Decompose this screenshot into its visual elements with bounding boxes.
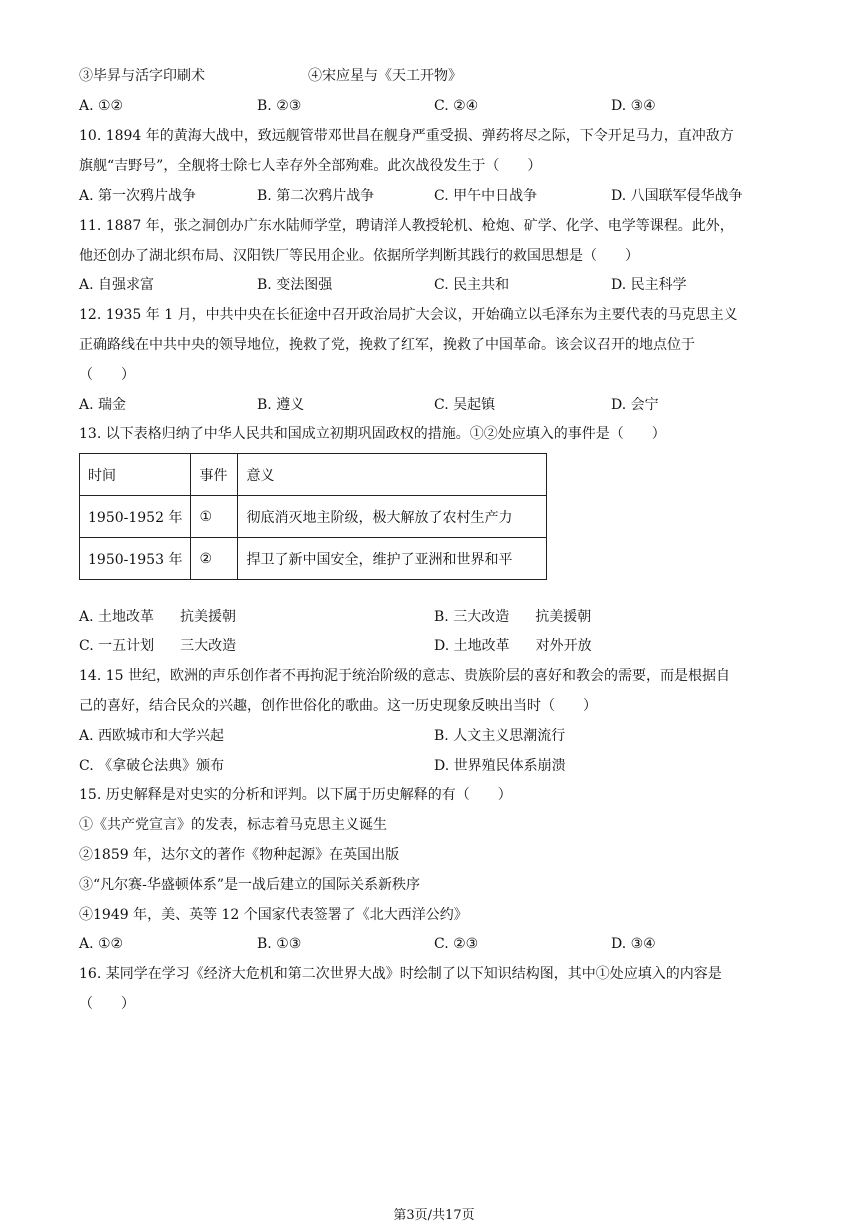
q13-table <box>79 453 547 580</box>
q15-option-d: D. ③④ <box>611 936 656 952</box>
q15-item-1: ①《共产党宣言》的发表，标志着马克思主义诞生 <box>79 817 387 833</box>
table-cell: 彻底消灭地主阶级，极大解放了农村生产力 <box>238 496 547 538</box>
q9-option-b: B. ②③ <box>257 98 302 114</box>
q12-stem-line-3: （ ） <box>79 367 135 383</box>
q11-option-c: C. 民主共和 <box>434 277 510 293</box>
q9-option-a: A. ①② <box>79 98 124 114</box>
q12-option-c: C. 吴起镇 <box>434 397 496 413</box>
table-row <box>80 496 547 538</box>
page-number-footer: 第3页/共17页 <box>393 1208 475 1223</box>
table-cell: ① <box>191 496 238 538</box>
q15-option-b: B. ①③ <box>257 936 302 952</box>
q14-option-d: D. 世界殖民体系崩溃 <box>434 758 566 774</box>
q15-option-c: C. ②③ <box>434 936 479 952</box>
q14-stem-line-1: 14. 15 世纪，欧洲的声乐创作者不再拘泥于统治阶级的意志、贵族阶层的喜好和教会的需要，而是根据自 <box>79 668 730 684</box>
option-label: A. 土地改革 <box>79 609 155 625</box>
q9-item-4: ④宋应星与《天工开物》 <box>308 68 462 84</box>
q15-item-3: ③“凡尔赛-华盛顿体系”是一战后建立的国际关系新秩序 <box>79 877 421 893</box>
option-extra: 抗美援朝 <box>535 609 592 625</box>
q10-option-c: C. 甲午中日战争 <box>434 188 538 204</box>
table-header-cell: 时间 <box>80 454 191 496</box>
q12-stem-line-2: 正确路线在中共中央的领导地位，挽救了党，挽救了红军，挽救了中国革命。该会议召开的地点位于 <box>79 337 695 353</box>
q13-option-a <box>79 607 236 627</box>
q10-option-a: A. 第一次鸦片战争 <box>79 188 197 204</box>
option-label: C. 一五计划 <box>79 638 155 654</box>
option-label: B. 三大改造 <box>434 609 510 625</box>
q14-stem-line-2: 己的喜好，结合民众的兴趣，创作世俗化的歌曲。这一历史现象反映出当时（ ） <box>79 698 597 714</box>
q15-item-2: ②1859 年，达尔文的著作《物种起源》在英国出版 <box>79 847 400 863</box>
q12-option-d: D. 会宁 <box>611 397 659 413</box>
q11-stem-line-1: 11. 1887 年，张之洞创办广东水陆师学堂，聘请洋人教授轮机、枪炮、矿学、化学、电学等课程。此外， <box>79 218 734 234</box>
table-header-row <box>80 454 547 496</box>
q11-stem-line-2: 他还创办了湖北织布局、汉阳铁厂等民用企业。依据所学判断其践行的救国思想是（ ） <box>79 248 639 264</box>
q16-stem-line-1: 16. 某同学在学习《经济大危机和第二次世界大战》时绘制了以下知识结构图，其中①处应填入的内容是 <box>79 966 722 982</box>
option-extra: 三大改造 <box>180 638 237 654</box>
q15-item-4: ④1949 年，美、英等 12 个国家代表签署了《北大西洋公约》 <box>79 907 468 923</box>
table-header-cell: 事件 <box>191 454 238 496</box>
q10-stem-line-1: 10. 1894 年的黄海大战中，致远舰管带邓世昌在舰身严重受损、弹药将尽之际，下令开足马力，直冲敌方 <box>79 128 734 144</box>
q13-option-d <box>434 636 592 656</box>
table-cell: 1950-1952 年 <box>80 496 191 538</box>
q10-option-b: B. 第二次鸦片战争 <box>257 188 375 204</box>
table-row <box>80 538 547 580</box>
q11-option-d: D. 民主科学 <box>611 277 687 293</box>
q15-stem: 15. 历史解释是对史实的分析和评判。以下属于历史解释的有（ ） <box>79 787 512 803</box>
table-cell: 1950-1953 年 <box>80 538 191 580</box>
option-label: D. 土地改革 <box>434 638 510 654</box>
q16-stem-line-2: （ ） <box>79 996 135 1012</box>
q13-option-c <box>79 636 236 656</box>
q13-option-b <box>434 607 591 627</box>
table-header-cell: 意义 <box>238 454 547 496</box>
q10-option-d: D. 八国联军侵华战争 <box>611 188 743 204</box>
q9-option-d: D. ③④ <box>611 98 656 114</box>
q10-stem-line-2: 旗舰“吉野号”，全舰将士除七人幸存外全部殉难。此次战役发生于（ ） <box>79 158 542 174</box>
q9-option-c: C. ②④ <box>434 98 479 114</box>
q11-option-a: A. 自强求富 <box>79 277 155 293</box>
q11-option-b: B. 变法图强 <box>257 277 333 293</box>
table-cell: ② <box>191 538 238 580</box>
q13-stem: 13. 以下表格归纳了中华人民共和国成立初期巩固政权的措施。①②处应填入的事件是（ ） <box>79 426 666 442</box>
option-extra: 抗美援朝 <box>180 609 237 625</box>
q12-option-b: B. 遵义 <box>257 397 305 413</box>
q15-option-a: A. ①② <box>79 936 124 952</box>
option-extra: 对外开放 <box>535 638 592 654</box>
q12-stem-line-1: 12. 1935 年 1 月，中共中央在长征途中召开政治局扩大会议，开始确立以毛泽东为主要代表的马克思主义 <box>79 307 738 323</box>
q12-option-a: A. 瑞金 <box>79 397 127 413</box>
q14-option-b: B. 人文主义思潮流行 <box>434 728 566 744</box>
q14-option-a: A. 西欧城市和大学兴起 <box>79 728 225 744</box>
table-cell: 捍卫了新中国安全，维护了亚洲和世界和平 <box>238 538 547 580</box>
q14-option-c: C. 《拿破仑法典》颁布 <box>79 758 225 774</box>
q9-item-3: ③毕昇与活字印刷术 <box>79 68 205 84</box>
